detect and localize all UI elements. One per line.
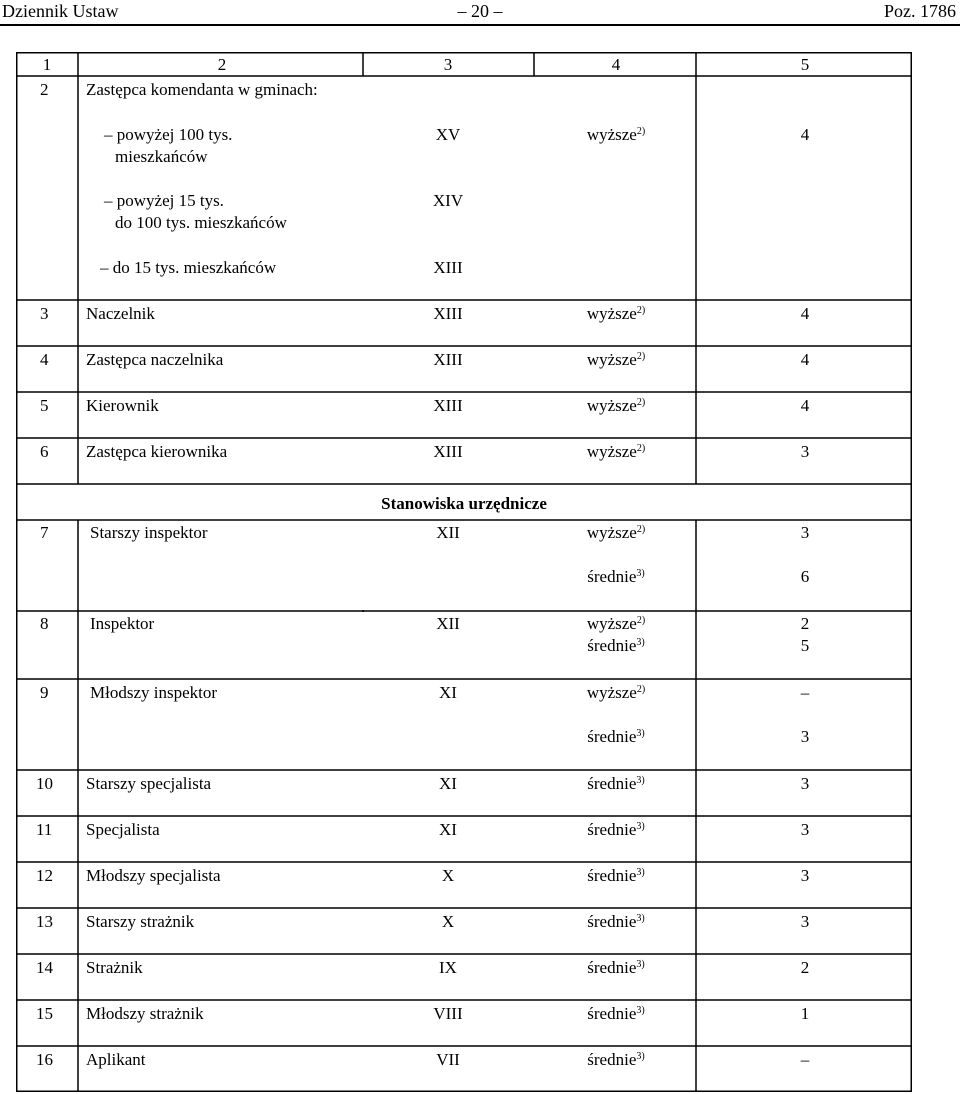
- position-name: Starszy specjalista: [86, 774, 212, 793]
- grade: XIII: [433, 304, 463, 323]
- position-name: Inspektor: [90, 614, 155, 633]
- grade: XII: [436, 523, 460, 542]
- col-number-5: 5: [800, 55, 810, 74]
- position-name: Młodszy strażnik: [86, 1004, 204, 1023]
- years-of-service: 5: [800, 636, 810, 655]
- grade: IX: [439, 958, 457, 977]
- grade: VII: [436, 1050, 460, 1069]
- grade: XIII: [433, 396, 463, 415]
- positions-table: [16, 52, 912, 1092]
- row-number: 8: [40, 614, 49, 633]
- years-of-service: –: [800, 683, 810, 702]
- education: średnie$^{3)}$: [587, 820, 645, 839]
- years-of-service: 2: [800, 614, 810, 633]
- education: wyższe$^{2)}$: [586, 442, 646, 461]
- grade: X: [441, 866, 455, 885]
- years-of-service: 3: [800, 774, 810, 793]
- education: średnie$^{3)}$: [587, 866, 645, 885]
- education: średnie$^{3)}$: [587, 636, 645, 655]
- education: wyższe$^{2)}$: [586, 350, 646, 369]
- position-name: Starszy inspektor: [90, 523, 208, 542]
- years-of-service: 3: [800, 912, 810, 931]
- position-name: Aplikant: [86, 1050, 146, 1069]
- row-number: 3: [40, 304, 49, 323]
- position-name: Młodszy inspektor: [90, 683, 218, 702]
- row-number: 15: [36, 1004, 53, 1023]
- education: wyższe$^{2)}$: [586, 614, 646, 633]
- education: średnie$^{3)}$: [587, 727, 645, 746]
- years-of-service: 4: [800, 396, 810, 415]
- education: średnie$^{3)}$: [587, 1050, 645, 1069]
- grade: XV: [435, 125, 461, 144]
- col-number-4: 4: [611, 55, 621, 74]
- grade: XI: [439, 683, 457, 702]
- row-number: 7: [40, 523, 49, 542]
- years-of-service: 3: [800, 523, 810, 542]
- col-number-2: 2: [217, 55, 227, 74]
- years-of-service: 3: [800, 820, 810, 839]
- years-of-service: –: [800, 1050, 810, 1069]
- education: średnie$^{3)}$: [587, 567, 645, 586]
- row-number: 9: [40, 683, 49, 702]
- row-number: 13: [36, 912, 53, 931]
- years-of-service: 1: [800, 1004, 810, 1023]
- position-name: Zastępca kierownika: [86, 442, 228, 461]
- page-number: – 20 –: [457, 1, 503, 21]
- years-of-service: 4: [800, 350, 810, 369]
- years-of-service: 2: [800, 958, 810, 977]
- row-number: 11: [36, 820, 53, 839]
- education: wyższe$^{2)}$: [586, 304, 646, 323]
- row-number: 12: [36, 866, 53, 885]
- education: średnie$^{3)}$: [587, 774, 645, 793]
- education: wyższe$^{2)}$: [586, 523, 646, 542]
- row-number: 2: [40, 80, 49, 99]
- position-name: Kierownik: [86, 396, 159, 415]
- row-number: 4: [40, 350, 49, 369]
- position-number: Poz. 1786: [884, 1, 956, 21]
- position-name: Młodszy specjalista: [86, 866, 221, 885]
- grade: XIII: [433, 258, 463, 277]
- sub-position-name: – powyżej 100 tys.: [104, 125, 233, 144]
- grade: VIII: [433, 1004, 463, 1023]
- education: wyższe$^{2)}$: [586, 125, 646, 144]
- education: średnie$^{3)}$: [587, 1004, 645, 1023]
- row-number: 6: [40, 442, 49, 461]
- grade: XIII: [433, 442, 463, 461]
- col-number-3: 3: [443, 55, 453, 74]
- years-of-service: 6: [800, 567, 810, 586]
- row-number: 5: [40, 396, 49, 415]
- row-number: 16: [36, 1050, 53, 1069]
- sub-position-name: – do 15 tys. mieszkańców: [100, 258, 277, 277]
- years-of-service: 3: [800, 727, 810, 746]
- grade: XIV: [432, 191, 464, 210]
- education: wyższe$^{2)}$: [586, 396, 646, 415]
- row-number: 10: [36, 774, 53, 793]
- journal-title: Dziennik Ustaw: [2, 1, 119, 21]
- grade: XI: [439, 774, 457, 793]
- education: wyższe$^{2)}$: [586, 683, 646, 702]
- sub-position-name-cont: do 100 tys. mieszkańców: [115, 213, 287, 232]
- position-name: Naczelnik: [86, 304, 155, 323]
- grade: XI: [439, 820, 457, 839]
- section-heading: Stanowiska urzędnicze: [381, 494, 547, 513]
- position-name: Specjalista: [86, 820, 160, 839]
- grade: XIII: [433, 350, 463, 369]
- row-number: 14: [36, 958, 53, 977]
- education: średnie$^{3)}$: [587, 958, 645, 977]
- years-of-service: 3: [800, 442, 810, 461]
- position-name: Starszy strażnik: [86, 912, 195, 931]
- grade: X: [441, 912, 455, 931]
- years-of-service: 4: [800, 125, 810, 144]
- row-title: Zastępca komendanta w gminach:: [86, 80, 318, 99]
- header-rule: [0, 24, 960, 26]
- years-of-service: 4: [800, 304, 810, 323]
- col-number-1: 1: [42, 55, 52, 74]
- grade: XII: [436, 614, 460, 633]
- sub-position-name-cont: mieszkańców: [115, 147, 208, 166]
- education: średnie$^{3)}$: [587, 912, 645, 931]
- sub-position-name: – powyżej 15 tys.: [104, 191, 224, 210]
- position-name: Strażnik: [86, 958, 143, 977]
- years-of-service: 3: [800, 866, 810, 885]
- position-name: Zastępca naczelnika: [86, 350, 224, 369]
